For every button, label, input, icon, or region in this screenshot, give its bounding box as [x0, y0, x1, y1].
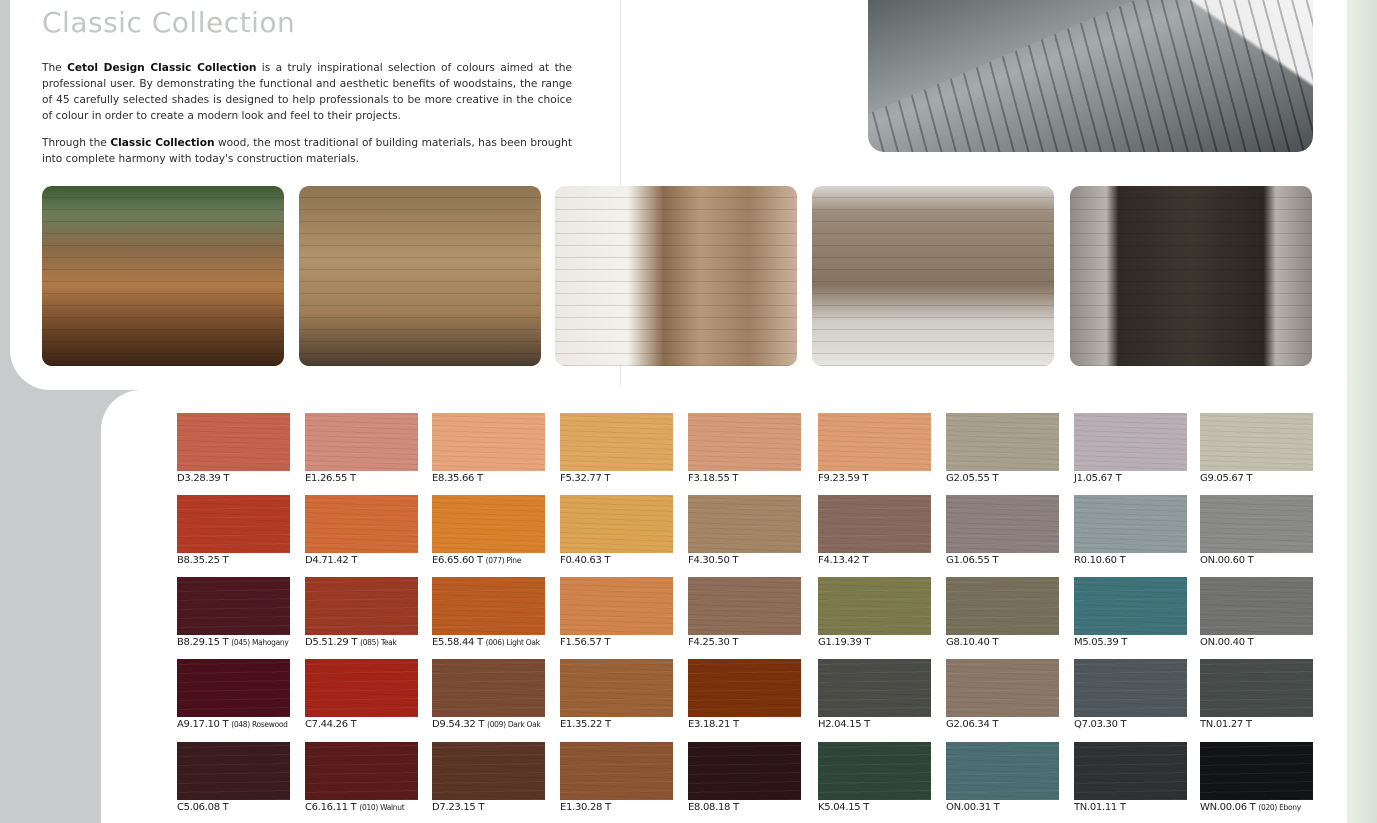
- colour-swatch: [432, 413, 545, 471]
- colour-swatch: [1074, 495, 1187, 553]
- swatch-code: E5.58.44 T: [432, 637, 483, 648]
- swatch-code: D7.23.15 T: [432, 802, 485, 813]
- swatch-code: B8.29.15 T: [177, 637, 229, 648]
- colour-swatch: [177, 495, 290, 553]
- swatch-code: A9.17.10 T: [177, 719, 229, 730]
- colour-swatch: [818, 659, 931, 717]
- swatch-code-label: [560, 473, 610, 484]
- colour-swatch: [177, 413, 290, 471]
- colour-swatch: [1200, 495, 1313, 553]
- swatch-code-label: [177, 473, 229, 484]
- swatch-code: F4.13.42 T: [818, 555, 869, 566]
- swatch-code-label: [946, 719, 998, 730]
- colour-swatch: [688, 742, 801, 800]
- page-title: Classic Collection: [42, 6, 296, 39]
- swatch-code: G9.05.67 T: [1200, 473, 1253, 484]
- swatch-code-label: [818, 473, 868, 484]
- colour-swatch: [177, 659, 290, 717]
- swatch-code-label: [946, 473, 998, 484]
- swatch-code-label: [688, 637, 738, 648]
- colour-swatch: [688, 413, 801, 471]
- hero-photo: [868, 0, 1313, 152]
- swatch-code: F1.56.57 T: [560, 637, 611, 648]
- swatch-code: E1.35.22 T: [560, 719, 611, 730]
- swatch-code-label: [818, 802, 869, 813]
- swatch-code-label: [1074, 555, 1125, 566]
- swatch-code: ON.00.40 T: [1200, 637, 1254, 648]
- swatch-code: Q7.03.30 T: [1074, 719, 1127, 730]
- swatch-code: C5.06.08 T: [177, 802, 229, 813]
- colour-swatch: [1074, 577, 1187, 635]
- swatch-code: ON.00.31 T: [946, 802, 1000, 813]
- swatch-code-label: [818, 719, 870, 730]
- swatch-code-label: [177, 555, 228, 566]
- swatch-code-label: [305, 719, 356, 730]
- swatch-wood-name: (010) Walnut: [359, 803, 405, 812]
- colour-swatch: [818, 495, 931, 553]
- swatch-code: E8.08.18 T: [688, 802, 739, 813]
- panel-tab: [1310, 55, 1347, 395]
- swatch-code-label: [818, 637, 870, 648]
- swatch-code-label: [177, 637, 289, 648]
- colour-swatch: [305, 495, 418, 553]
- swatch-code: R0.10.60 T: [1074, 555, 1126, 566]
- swatch-code-label: [560, 555, 610, 566]
- colour-swatch: [177, 577, 290, 635]
- swatch-code-label: [560, 719, 611, 730]
- swatch-code: E1.26.55 T: [305, 473, 356, 484]
- swatch-code: F3.18.55 T: [688, 473, 739, 484]
- swatch-code: B8.35.25 T: [177, 555, 229, 566]
- swatch-code-label: [688, 802, 739, 813]
- swatch-code: TN.01.11 T: [1074, 802, 1126, 813]
- swatch-code: D9.54.32 T: [432, 719, 485, 730]
- swatch-code-label: [1074, 719, 1126, 730]
- photo-texture: [812, 186, 1054, 366]
- colour-swatch: [818, 413, 931, 471]
- swatch-wood-name: (048) Rosewood: [231, 720, 288, 729]
- intro-text: wood, the most traditional of building materials, has been brought into complete harmony with today's construction materials.: [42, 137, 572, 165]
- swatch-code-label: [177, 802, 228, 813]
- brand-name: Cetol Design Classic Collection: [67, 62, 257, 74]
- swatch-code-label: [688, 719, 739, 730]
- photo-cabinet-interior: [812, 186, 1054, 366]
- colour-swatch: [432, 742, 545, 800]
- swatch-code: M5.05.39 T: [1074, 637, 1128, 648]
- swatch-code: F0.40.63 T: [560, 555, 611, 566]
- swatch-code-label: [432, 802, 484, 813]
- colour-swatch: [688, 495, 801, 553]
- colour-swatch: [688, 577, 801, 635]
- swatch-code: G1.19.39 T: [818, 637, 871, 648]
- swatch-code-label: [1200, 719, 1252, 730]
- swatch-code: TN.01.27 T: [1200, 719, 1252, 730]
- swatch-wood-name: (009) Dark Oak: [487, 720, 541, 729]
- swatch-code-label: [305, 637, 396, 648]
- swatch-code-label: [688, 555, 738, 566]
- photo-clad-facade: [299, 186, 541, 366]
- swatch-code-label: [1074, 802, 1126, 813]
- swatch-code: F5.32.77 T: [560, 473, 611, 484]
- colour-swatch: [560, 413, 673, 471]
- colour-swatch: [946, 742, 1059, 800]
- colour-swatch: [1074, 659, 1187, 717]
- colour-swatch: [305, 742, 418, 800]
- swatch-code: H2.04.15 T: [818, 719, 870, 730]
- swatch-code-label: [1200, 802, 1301, 813]
- colour-swatch: [560, 495, 673, 553]
- swatch-code: WN.00.06 T: [1200, 802, 1256, 813]
- swatch-code-label: [946, 637, 998, 648]
- swatch-code: K5.04.15 T: [818, 802, 870, 813]
- swatch-wood-name: (045) Mahogany: [231, 638, 289, 647]
- swatch-code: J1.05.67 T: [1074, 473, 1122, 484]
- swatch-code-label: [432, 473, 483, 484]
- swatch-code-label: [1074, 637, 1127, 648]
- colour-swatch: [946, 413, 1059, 471]
- swatch-code-label: [305, 473, 356, 484]
- swatch-code: C7.44.26 T: [305, 719, 357, 730]
- colour-swatch: [946, 659, 1059, 717]
- swatch-code: F4.30.50 T: [688, 555, 739, 566]
- swatch-code-label: [946, 802, 999, 813]
- intro-text: The: [42, 62, 68, 74]
- photo-wooden-door: [1070, 186, 1312, 366]
- swatch-code: E8.35.66 T: [432, 473, 483, 484]
- swatch-code-label: [560, 802, 611, 813]
- photo-texture: [42, 186, 284, 366]
- swatch-code-label: [305, 555, 357, 566]
- intro-text: is a truly inspirational selection of colours aimed at the professional user. By demonstrating the functional and aesthetic benefits of woodstains, the range of 45 carefully selected shades is designed to help professionals to be more creative in the choice of colour in order to create a modern look and feel to their projects.: [42, 62, 572, 122]
- swatch-code: F9.23.59 T: [818, 473, 869, 484]
- swatch-code: E3.18.21 T: [688, 719, 739, 730]
- colour-swatch: [432, 495, 545, 553]
- swatch-code-label: [432, 555, 521, 566]
- photo-texture: [555, 186, 797, 366]
- swatch-code-label: [946, 555, 998, 566]
- colour-swatch: [305, 413, 418, 471]
- colour-swatch: [432, 659, 545, 717]
- swatch-code: D5.51.29 T: [305, 637, 358, 648]
- colour-swatch: [432, 577, 545, 635]
- swatch-code-label: [688, 473, 738, 484]
- colour-swatch: [946, 495, 1059, 553]
- colour-swatch: [1200, 577, 1313, 635]
- swatch-code-label: [432, 637, 540, 648]
- swatch-code-label: [1200, 473, 1252, 484]
- colour-swatch: [1200, 742, 1313, 800]
- swatch-code: G2.06.34 T: [946, 719, 999, 730]
- swatch-code: F4.25.30 T: [688, 637, 739, 648]
- intro-paragraph-2: [42, 135, 572, 167]
- swatch-code-label: [1200, 555, 1253, 566]
- swatch-wood-name: (085) Teak: [360, 638, 397, 647]
- colour-swatch: [305, 577, 418, 635]
- colour-swatch: [560, 742, 673, 800]
- swatch-code-label: [177, 719, 288, 730]
- swatch-wood-name: (020) Ebony: [1258, 803, 1301, 812]
- swatch-wood-name: (006) Light Oak: [485, 638, 540, 647]
- colour-swatch: [946, 577, 1059, 635]
- swatch-code-label: [1200, 637, 1253, 648]
- colour-swatch: [177, 742, 290, 800]
- swatch-wood-name: (077) Pine: [485, 556, 522, 565]
- intro-text: Through the: [42, 137, 111, 149]
- intro-paragraph-1: [42, 60, 572, 124]
- swatch-code-label: [818, 555, 868, 566]
- swatch-code-label: [1074, 473, 1121, 484]
- colour-swatch: [1074, 742, 1187, 800]
- swatch-code: E6.65.60 T: [432, 555, 483, 566]
- swatch-code: G1.06.55 T: [946, 555, 999, 566]
- colour-swatch: [1074, 413, 1187, 471]
- colour-swatch: [560, 659, 673, 717]
- colour-swatch: [818, 577, 931, 635]
- colour-swatch: [305, 659, 418, 717]
- swatch-code: D4.71.42 T: [305, 555, 358, 566]
- swatch-code-label: [432, 719, 540, 730]
- swatch-code: G2.05.55 T: [946, 473, 999, 484]
- colour-swatch: [1200, 413, 1313, 471]
- photo-log-house: [42, 186, 284, 366]
- swatch-code: E1.30.28 T: [560, 802, 611, 813]
- colour-swatch: [818, 742, 931, 800]
- photo-texture: [1070, 186, 1312, 366]
- colour-swatch: [560, 577, 673, 635]
- photo-texture: [299, 186, 541, 366]
- collection-name: Classic Collection: [110, 137, 215, 149]
- colour-swatch: [688, 659, 801, 717]
- swatch-code: ON.00.60 T: [1200, 555, 1254, 566]
- photo-slatted-wall: [555, 186, 797, 366]
- swatch-code: C6.16.11 T: [305, 802, 357, 813]
- swatch-code: D3.28.39 T: [177, 473, 230, 484]
- swatch-code-label: [560, 637, 610, 648]
- colour-swatch: [1200, 659, 1313, 717]
- swatch-code-label: [305, 802, 404, 813]
- swatch-code: G8.10.40 T: [946, 637, 999, 648]
